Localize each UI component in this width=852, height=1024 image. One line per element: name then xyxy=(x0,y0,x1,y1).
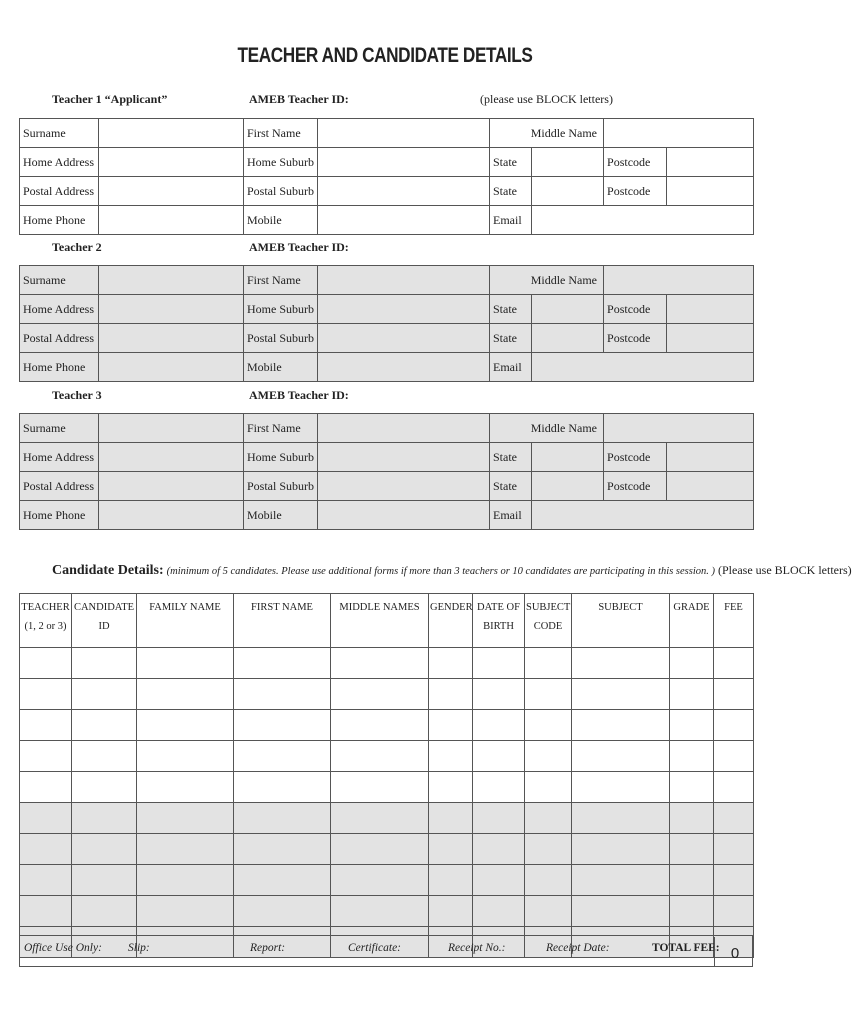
surname-label: Surname xyxy=(20,266,99,295)
candidate-cell-input[interactable] xyxy=(137,834,234,865)
teacher-2-heading: Teacher 2 xyxy=(52,240,102,254)
teacher-3-heading: Teacher 3 xyxy=(52,388,102,402)
candidate-cell-input[interactable] xyxy=(331,772,429,803)
candidate-cell-input[interactable] xyxy=(525,865,572,896)
candidate-cell-input[interactable] xyxy=(20,896,72,927)
home-phone-input[interactable] xyxy=(99,501,244,530)
table-row xyxy=(20,710,754,741)
postcode-label: Postcode xyxy=(604,324,667,353)
postal-address-label: Postal Address xyxy=(20,472,99,501)
candidate-cell-input[interactable] xyxy=(525,772,572,803)
col-teacher: TEACHER (1, 2 or 3) xyxy=(20,594,72,648)
candidate-cell-input[interactable] xyxy=(473,772,525,803)
candidate-cell-input[interactable] xyxy=(72,896,137,927)
office-use-label: Office Use Only: xyxy=(24,942,102,954)
candidate-cell-input[interactable] xyxy=(331,865,429,896)
home-address-input[interactable] xyxy=(99,443,244,472)
total-fee-value: 0 xyxy=(714,937,755,967)
mobile-label: Mobile xyxy=(244,206,318,235)
candidate-cell-input[interactable] xyxy=(714,710,754,741)
teacher-2-id-label: AMEB Teacher ID: xyxy=(249,240,349,254)
total-fee-label: TOTAL FEE: xyxy=(652,942,720,954)
table-row xyxy=(20,679,754,710)
candidate-cell-input[interactable] xyxy=(331,896,429,927)
candidate-cell-input[interactable] xyxy=(473,710,525,741)
state-input[interactable] xyxy=(532,324,604,353)
candidate-cell-input[interactable] xyxy=(572,679,670,710)
postal-address-input[interactable] xyxy=(99,472,244,501)
middle-name-input[interactable] xyxy=(604,266,754,295)
teacher-2-table xyxy=(19,265,754,382)
candidate-cell-input[interactable] xyxy=(72,803,137,834)
home-suburb-input[interactable] xyxy=(318,148,490,177)
postal-address-input[interactable] xyxy=(99,177,244,206)
col-first-name: FIRST NAME xyxy=(234,594,331,648)
first-name-label: First Name xyxy=(244,414,318,443)
candidate-cell-input[interactable] xyxy=(429,710,473,741)
teacher-3-table xyxy=(19,413,754,530)
col-family-name: FAMILY NAME xyxy=(137,594,234,648)
home-address-label: Home Address xyxy=(20,148,99,177)
candidate-cell-input[interactable] xyxy=(473,648,525,679)
middle-name-input[interactable] xyxy=(604,414,754,443)
candidate-cell-input[interactable] xyxy=(670,648,714,679)
middle-name-label: Middle Name xyxy=(490,119,604,148)
table-row xyxy=(20,865,754,896)
postal-suburb-label: Postal Suburb xyxy=(244,177,318,206)
candidate-cell-input[interactable] xyxy=(72,834,137,865)
candidate-note: (minimum of 5 candidates. Please use additional forms if more than 3 teachers or 10 candidates are participating in this session. ) xyxy=(166,566,716,577)
email-label: Email xyxy=(490,353,532,382)
surname-label: Surname xyxy=(20,414,99,443)
table-row xyxy=(20,834,754,865)
candidate-cell-input[interactable] xyxy=(137,648,234,679)
candidate-cell-input[interactable] xyxy=(234,896,331,927)
candidate-cell-input[interactable] xyxy=(20,710,72,741)
candidate-cell-input[interactable] xyxy=(572,896,670,927)
postcode-label: Postcode xyxy=(604,443,667,472)
candidate-heading-line xyxy=(52,563,852,579)
postcode-input[interactable] xyxy=(667,443,754,472)
candidate-cell-input[interactable] xyxy=(572,803,670,834)
home-suburb-label: Home Suburb xyxy=(244,295,318,324)
home-suburb-label: Home Suburb xyxy=(244,148,318,177)
postcode-input[interactable] xyxy=(667,324,754,353)
email-label: Email xyxy=(490,501,532,530)
candidate-cell-input[interactable] xyxy=(429,865,473,896)
home-suburb-input[interactable] xyxy=(318,443,490,472)
postal-suburb-label: Postal Suburb xyxy=(244,472,318,501)
receipt-date-label: Receipt Date: xyxy=(546,942,610,954)
postal-address-label: Postal Address xyxy=(20,324,99,353)
candidate-cell-input[interactable] xyxy=(525,648,572,679)
postcode-label: Postcode xyxy=(604,472,667,501)
candidate-cell-input[interactable] xyxy=(72,741,137,772)
candidate-cell-input[interactable] xyxy=(331,803,429,834)
candidate-cell-input[interactable] xyxy=(572,865,670,896)
mobile-input[interactable] xyxy=(318,353,490,382)
teacher-1-heading: Teacher 1 “Applicant” xyxy=(52,92,168,106)
candidate-cell-input[interactable] xyxy=(670,710,714,741)
postcode-input[interactable] xyxy=(667,472,754,501)
col-subject-code: SUBJECT CODE xyxy=(525,594,572,648)
state-label: State xyxy=(490,324,532,353)
state-input[interactable] xyxy=(532,295,604,324)
candidate-cell-input[interactable] xyxy=(429,679,473,710)
candidate-cell-input[interactable] xyxy=(234,803,331,834)
candidate-cell-input[interactable] xyxy=(234,710,331,741)
candidate-cell-input[interactable] xyxy=(429,741,473,772)
candidate-cell-input[interactable] xyxy=(234,741,331,772)
postcode-input[interactable] xyxy=(667,177,754,206)
candidate-cell-input[interactable] xyxy=(670,679,714,710)
col-date-of-birth: DATE OF BIRTH xyxy=(473,594,525,648)
first-name-label: First Name xyxy=(244,266,318,295)
candidate-cell-input[interactable] xyxy=(72,772,137,803)
first-name-label: First Name xyxy=(244,119,318,148)
candidate-cell-input[interactable] xyxy=(473,834,525,865)
state-label: State xyxy=(490,443,532,472)
candidate-cell-input[interactable] xyxy=(72,679,137,710)
candidate-cell-input[interactable] xyxy=(714,679,754,710)
candidate-rows xyxy=(20,648,754,958)
candidate-cell-input[interactable] xyxy=(20,834,72,865)
postcode-label: Postcode xyxy=(604,177,667,206)
col-subject: SUBJECT xyxy=(572,594,670,648)
table-row xyxy=(20,741,754,772)
candidate-cell-input[interactable] xyxy=(670,741,714,772)
state-label: State xyxy=(490,177,532,206)
candidate-cell-input[interactable] xyxy=(670,803,714,834)
first-name-input[interactable] xyxy=(318,119,490,148)
candidate-cell-input[interactable] xyxy=(714,865,754,896)
teacher-1-table xyxy=(19,118,754,235)
mobile-input[interactable] xyxy=(318,501,490,530)
middle-name-input[interactable] xyxy=(604,119,754,148)
teacher-1-id-label: AMEB Teacher ID: xyxy=(249,92,349,106)
surname-input[interactable] xyxy=(99,266,244,295)
candidate-cell-input[interactable] xyxy=(525,803,572,834)
email-input[interactable] xyxy=(532,206,754,235)
candidate-cell-input[interactable] xyxy=(525,834,572,865)
candidate-cell-input[interactable] xyxy=(137,741,234,772)
candidate-cell-input[interactable] xyxy=(20,865,72,896)
candidate-cell-input[interactable] xyxy=(20,679,72,710)
candidate-cell-input[interactable] xyxy=(670,772,714,803)
candidate-cell-input[interactable] xyxy=(429,834,473,865)
state-label: State xyxy=(490,472,532,501)
candidate-cell-input[interactable] xyxy=(331,741,429,772)
candidate-cell-input[interactable] xyxy=(429,772,473,803)
candidate-cell-input[interactable] xyxy=(331,679,429,710)
candidate-cell-input[interactable] xyxy=(429,896,473,927)
postcode-label: Postcode xyxy=(604,295,667,324)
candidate-cell-input[interactable] xyxy=(234,865,331,896)
table-row xyxy=(20,772,754,803)
candidate-cell-input[interactable] xyxy=(473,741,525,772)
candidate-cell-input[interactable] xyxy=(572,710,670,741)
candidate-cell-input[interactable] xyxy=(20,772,72,803)
candidate-cell-input[interactable] xyxy=(137,710,234,741)
postal-address-input[interactable] xyxy=(99,324,244,353)
candidate-cell-input[interactable] xyxy=(137,865,234,896)
candidate-cell-input[interactable] xyxy=(714,896,754,927)
table-row xyxy=(20,648,754,679)
home-suburb-label: Home Suburb xyxy=(244,443,318,472)
candidate-cell-input[interactable] xyxy=(525,710,572,741)
candidate-cell-input[interactable] xyxy=(572,772,670,803)
candidate-cell-input[interactable] xyxy=(714,772,754,803)
col-middle-names: MIDDLE NAMES xyxy=(331,594,429,648)
surname-label: Surname xyxy=(20,119,99,148)
postcode-label: Postcode xyxy=(604,148,667,177)
home-suburb-input[interactable] xyxy=(318,295,490,324)
postcode-input[interactable] xyxy=(667,295,754,324)
candidate-cell-input[interactable] xyxy=(429,648,473,679)
candidate-cell-input[interactable] xyxy=(72,648,137,679)
candidate-cell-input[interactable] xyxy=(714,803,754,834)
state-label: State xyxy=(490,148,532,177)
candidate-table xyxy=(19,593,754,958)
report-label: Report: xyxy=(250,942,286,954)
middle-name-label: Middle Name xyxy=(490,266,604,295)
slip-label: Slip: xyxy=(128,942,150,954)
candidate-cell-input[interactable] xyxy=(670,865,714,896)
postal-suburb-input[interactable] xyxy=(318,177,490,206)
candidate-cell-input[interactable] xyxy=(473,803,525,834)
candidate-cell-input[interactable] xyxy=(572,834,670,865)
postal-suburb-input[interactable] xyxy=(318,472,490,501)
candidate-cell-input[interactable] xyxy=(473,679,525,710)
email-input[interactable] xyxy=(532,501,754,530)
table-row xyxy=(20,896,754,927)
state-input[interactable] xyxy=(532,177,604,206)
office-use-footer xyxy=(19,935,753,967)
home-phone-input[interactable] xyxy=(99,353,244,382)
candidate-cell-input[interactable] xyxy=(72,710,137,741)
candidate-cell-input[interactable] xyxy=(331,710,429,741)
candidate-cell-input[interactable] xyxy=(714,648,754,679)
home-phone-label: Home Phone xyxy=(20,353,99,382)
candidate-cell-input[interactable] xyxy=(572,741,670,772)
postcode-input[interactable] xyxy=(667,148,754,177)
candidate-cell-input[interactable] xyxy=(670,896,714,927)
surname-input[interactable] xyxy=(99,119,244,148)
mobile-label: Mobile xyxy=(244,353,318,382)
home-phone-input[interactable] xyxy=(99,206,244,235)
state-label: State xyxy=(490,295,532,324)
candidate-cell-input[interactable] xyxy=(331,648,429,679)
surname-input[interactable] xyxy=(99,414,244,443)
candidate-cell-input[interactable] xyxy=(234,648,331,679)
block-letters-note: (please use BLOCK letters) xyxy=(480,92,613,106)
candidate-cell-input[interactable] xyxy=(234,679,331,710)
candidate-heading: Candidate Details: xyxy=(52,563,164,578)
candidate-cell-input[interactable] xyxy=(137,772,234,803)
mobile-label: Mobile xyxy=(244,501,318,530)
home-address-input[interactable] xyxy=(99,295,244,324)
candidate-cell-input[interactable] xyxy=(72,865,137,896)
candidate-cell-input[interactable] xyxy=(525,741,572,772)
postal-suburb-label: Postal Suburb xyxy=(244,324,318,353)
candidate-block-note: (Please use BLOCK letters) xyxy=(718,563,852,577)
email-input[interactable] xyxy=(532,353,754,382)
certificate-label: Certificate: xyxy=(348,942,402,954)
candidate-cell-input[interactable] xyxy=(137,679,234,710)
postal-suburb-input[interactable] xyxy=(318,324,490,353)
home-phone-label: Home Phone xyxy=(20,501,99,530)
candidate-cell-input[interactable] xyxy=(572,648,670,679)
teacher-3-id-label: AMEB Teacher ID: xyxy=(249,388,349,402)
candidate-cell-input[interactable] xyxy=(429,803,473,834)
col-gender: GENDER xyxy=(429,594,473,648)
mobile-input[interactable] xyxy=(318,206,490,235)
home-phone-label: Home Phone xyxy=(20,206,99,235)
first-name-input[interactable] xyxy=(318,266,490,295)
candidate-cell-input[interactable] xyxy=(20,648,72,679)
middle-name-label: Middle Name xyxy=(490,414,604,443)
candidate-cell-input[interactable] xyxy=(20,741,72,772)
postal-address-label: Postal Address xyxy=(20,177,99,206)
receipt-no-label: Receipt No.: xyxy=(448,942,506,954)
page-title: TEACHER AND CANDIDATE DETAILS xyxy=(237,44,533,67)
candidate-cell-input[interactable] xyxy=(234,834,331,865)
candidate-cell-input[interactable] xyxy=(473,896,525,927)
candidate-cell-input[interactable] xyxy=(670,834,714,865)
candidate-cell-input[interactable] xyxy=(331,834,429,865)
candidate-cell-input[interactable] xyxy=(137,803,234,834)
candidate-cell-input[interactable] xyxy=(137,896,234,927)
candidate-cell-input[interactable] xyxy=(20,803,72,834)
state-input[interactable] xyxy=(532,443,604,472)
col-grade: GRADE xyxy=(670,594,714,648)
home-address-input[interactable] xyxy=(99,148,244,177)
col-candidate-id: CANDIDATE ID xyxy=(72,594,137,648)
candidate-cell-input[interactable] xyxy=(714,741,754,772)
table-row xyxy=(20,803,754,834)
state-input[interactable] xyxy=(532,148,604,177)
candidate-cell-input[interactable] xyxy=(234,772,331,803)
state-input[interactable] xyxy=(532,472,604,501)
candidate-cell-input[interactable] xyxy=(473,865,525,896)
first-name-input[interactable] xyxy=(318,414,490,443)
candidate-cell-input[interactable] xyxy=(525,679,572,710)
candidate-cell-input[interactable] xyxy=(714,834,754,865)
home-address-label: Home Address xyxy=(20,295,99,324)
col-fee: FEE xyxy=(714,594,754,648)
candidate-cell-input[interactable] xyxy=(525,896,572,927)
email-label: Email xyxy=(490,206,532,235)
home-address-label: Home Address xyxy=(20,443,99,472)
